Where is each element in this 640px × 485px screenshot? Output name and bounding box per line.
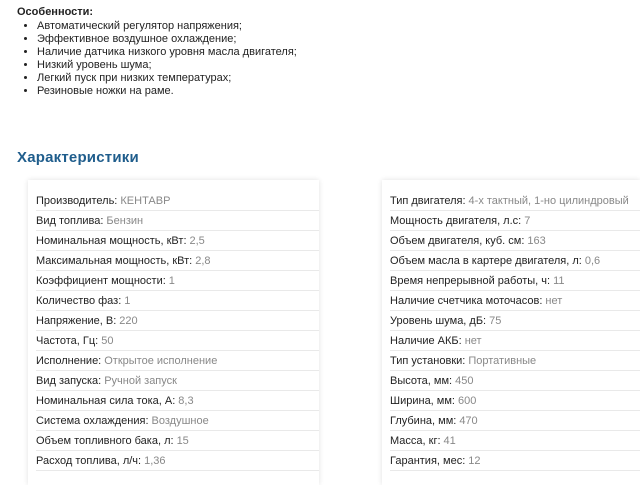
- spec-label: Мощность двигателя, л.с:: [390, 215, 522, 227]
- spec-row: [390, 252, 640, 271]
- spec-row: [390, 312, 640, 331]
- spec-row: [36, 292, 319, 311]
- spec-value: 15: [176, 435, 189, 447]
- spec-value: 2,5: [189, 235, 205, 247]
- spec-value: 470: [459, 415, 478, 427]
- spec-label: Максимальная мощность, кВт:: [36, 255, 193, 267]
- spec-value: 50: [101, 335, 114, 347]
- spec-label: Высота, мм:: [390, 375, 453, 387]
- feature-item: Эффективное воздушное охлаждение;: [24, 33, 297, 46]
- spec-label: Количество фаз:: [36, 295, 122, 307]
- spec-label: Вид топлива:: [36, 215, 104, 227]
- spec-value: 0,6: [584, 255, 601, 267]
- spec-row: [390, 232, 640, 251]
- spec-row: [390, 372, 640, 391]
- spec-value: 1: [124, 295, 131, 307]
- spec-value: 1: [168, 275, 175, 287]
- spec-row: [36, 192, 319, 211]
- spec-value: Портативные: [468, 355, 537, 367]
- spec-row: [390, 192, 640, 211]
- spec-row: [36, 392, 319, 411]
- spec-label: Глубина, мм:: [390, 415, 457, 427]
- spec-label: Объем двигателя, куб. см:: [390, 235, 525, 247]
- spec-label: Наличие счетчика моточасов:: [390, 295, 543, 307]
- spec-label: Производитель:: [36, 195, 118, 207]
- spec-row: [36, 452, 319, 471]
- spec-row: [390, 292, 640, 311]
- spec-label: Гарантия, мес:: [390, 455, 466, 467]
- spec-row: [390, 412, 640, 431]
- spec-value: 450: [455, 375, 474, 387]
- spec-value: Ручной запуск: [104, 375, 177, 387]
- spec-row: [36, 332, 319, 351]
- spec-row: [390, 352, 640, 371]
- spec-row: [390, 392, 640, 411]
- characteristics-heading: Характеристики: [17, 149, 139, 166]
- spec-row: [390, 212, 640, 231]
- spec-label: Время непрерывной работы, ч:: [390, 275, 551, 287]
- spec-label: Тип установки:: [390, 355, 466, 367]
- spec-row: [36, 432, 319, 451]
- spec-row: [390, 272, 640, 291]
- spec-label: Наличие АКБ:: [390, 335, 462, 347]
- spec-row: [36, 232, 319, 251]
- spec-value: 220: [119, 315, 138, 327]
- spec-label: Исполнение:: [36, 355, 102, 367]
- spec-label: Масса, кг:: [390, 435, 441, 447]
- spec-value: 8,3: [178, 395, 194, 407]
- spec-row: [390, 332, 640, 351]
- spec-value: КЕНТАВР: [120, 195, 171, 207]
- spec-value: Открытое исполнение: [104, 355, 218, 367]
- spec-row: [36, 312, 319, 331]
- spec-label: Частота, Гц:: [36, 335, 99, 347]
- spec-value: 600: [457, 395, 477, 407]
- spec-value: Бензин: [106, 215, 144, 227]
- spec-value: 75: [489, 315, 502, 327]
- spec-row: [36, 352, 319, 371]
- spec-label: Напряжение, В:: [36, 315, 117, 327]
- spec-value: нет: [464, 335, 482, 347]
- features-list: [24, 20, 297, 98]
- spec-row: [390, 432, 640, 451]
- spec-panel-right: [382, 180, 640, 485]
- spec-label: Объем масла в картере двигателя, л:: [390, 255, 582, 267]
- spec-value: 4-х тактный, 1-но цилиндровый: [468, 195, 629, 207]
- feature-item: Легкий пуск при низких температурах;: [24, 72, 297, 85]
- spec-label: Номинальная мощность, кВт:: [36, 235, 187, 247]
- spec-value: 12: [468, 455, 481, 467]
- spec-value: 7: [524, 215, 531, 227]
- spec-value: 2,8: [195, 255, 211, 267]
- spec-label: Объем топливного бака, л:: [36, 435, 174, 447]
- spec-row: [36, 272, 319, 291]
- feature-item: Резиновые ножки на раме.: [24, 85, 297, 98]
- spec-row: [36, 372, 319, 391]
- spec-panel-left: [28, 180, 319, 485]
- spec-value: 1,36: [144, 455, 166, 467]
- spec-value: 41: [443, 435, 456, 447]
- spec-label: Вид запуска:: [36, 375, 102, 387]
- spec-value: 163: [527, 235, 546, 247]
- spec-label: Номинальная сила тока, А:: [36, 395, 176, 407]
- spec-row: [36, 412, 319, 431]
- spec-label: Ширина, мм:: [390, 395, 455, 407]
- spec-row: [36, 252, 319, 271]
- spec-label: Тип двигателя:: [390, 195, 466, 207]
- features-title: Особенности:: [17, 6, 94, 18]
- spec-value: 11: [553, 275, 565, 287]
- spec-label: Уровень шума, дБ:: [390, 315, 487, 327]
- feature-item: Низкий уровень шума;: [24, 59, 297, 72]
- spec-label: Коэффициент мощности:: [36, 275, 166, 287]
- feature-item: Наличие датчика низкого уровня масла двигателя;: [24, 46, 297, 59]
- spec-row: [390, 452, 640, 471]
- spec-label: Расход топлива, л/ч:: [36, 455, 142, 467]
- feature-item: Автоматический регулятор напряжения;: [24, 20, 297, 33]
- spec-label: Система охлаждения:: [36, 415, 149, 427]
- spec-row: [36, 212, 319, 231]
- spec-value: нет: [545, 295, 563, 307]
- spec-value: Воздушное: [151, 415, 209, 427]
